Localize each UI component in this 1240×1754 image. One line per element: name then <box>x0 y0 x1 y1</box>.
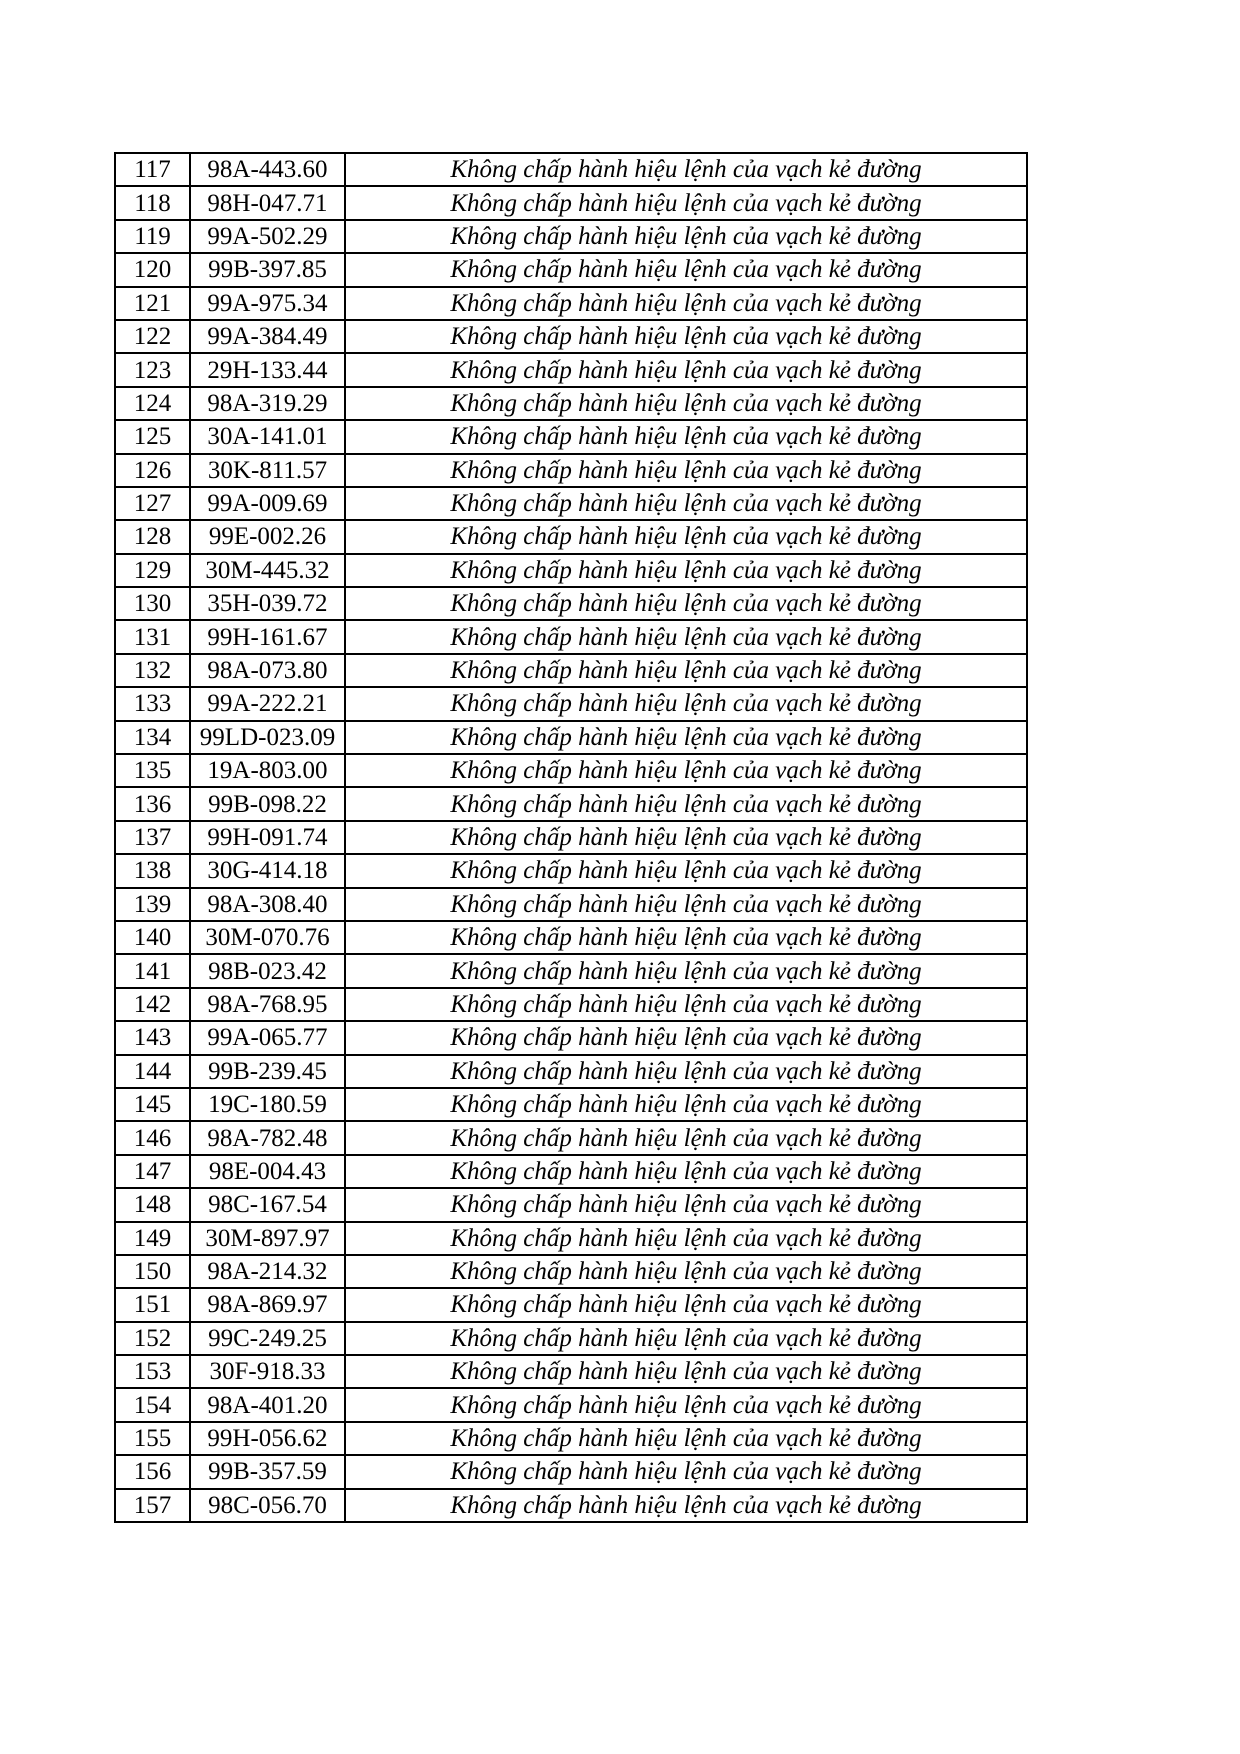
license-plate-cell: 98B-023.42 <box>190 954 345 987</box>
license-plate-cell: 98A-782.48 <box>190 1121 345 1154</box>
table-row <box>115 687 1027 720</box>
license-plate-cell: 98A-443.60 <box>190 153 345 186</box>
table-row <box>115 153 1027 186</box>
row-number-cell: 124 <box>115 387 190 420</box>
violations-table <box>114 152 1028 1523</box>
table-row <box>115 320 1027 353</box>
license-plate-cell: 99E-002.26 <box>190 520 345 553</box>
violation-cell: Không chấp hành hiệu lệnh của vạch kẻ đường <box>345 721 1027 754</box>
license-plate-cell: 30M-445.32 <box>190 554 345 587</box>
license-plate-cell: 99B-098.22 <box>190 787 345 820</box>
table-row <box>115 1455 1027 1488</box>
table-row <box>115 1355 1027 1388</box>
license-plate-cell: 98E-004.43 <box>190 1155 345 1188</box>
table-row <box>115 587 1027 620</box>
violation-cell: Không chấp hành hiệu lệnh của vạch kẻ đường <box>345 787 1027 820</box>
table-row <box>115 954 1027 987</box>
table-row <box>115 454 1027 487</box>
table-row <box>115 287 1027 320</box>
license-plate-cell: 19C-180.59 <box>190 1088 345 1121</box>
row-number-cell: 142 <box>115 988 190 1021</box>
row-number-cell: 130 <box>115 587 190 620</box>
row-number-cell: 122 <box>115 320 190 353</box>
table-row <box>115 754 1027 787</box>
table-row <box>115 1222 1027 1255</box>
violation-cell: Không chấp hành hiệu lệnh của vạch kẻ đường <box>345 554 1027 587</box>
row-number-cell: 133 <box>115 687 190 720</box>
violation-cell: Không chấp hành hiệu lệnh của vạch kẻ đường <box>345 888 1027 921</box>
violation-cell: Không chấp hành hiệu lệnh của vạch kẻ đường <box>345 186 1027 219</box>
violation-cell: Không chấp hành hiệu lệnh của vạch kẻ đường <box>345 520 1027 553</box>
table-row <box>115 1322 1027 1355</box>
violation-cell: Không chấp hành hiệu lệnh của vạch kẻ đường <box>345 1388 1027 1421</box>
violation-cell: Không chấp hành hiệu lệnh của vạch kẻ đường <box>345 654 1027 687</box>
license-plate-cell: 30F-918.33 <box>190 1355 345 1388</box>
license-plate-cell: 30M-897.97 <box>190 1222 345 1255</box>
row-number-cell: 143 <box>115 1021 190 1054</box>
violation-cell: Không chấp hành hiệu lệnh của vạch kẻ đường <box>345 1489 1027 1522</box>
license-plate-cell: 29H-133.44 <box>190 353 345 386</box>
violation-cell: Không chấp hành hiệu lệnh của vạch kẻ đường <box>345 320 1027 353</box>
row-number-cell: 126 <box>115 454 190 487</box>
table-row <box>115 1489 1027 1522</box>
row-number-cell: 120 <box>115 253 190 286</box>
row-number-cell: 147 <box>115 1155 190 1188</box>
violation-cell: Không chấp hành hiệu lệnh của vạch kẻ đường <box>345 587 1027 620</box>
table-row <box>115 1055 1027 1088</box>
license-plate-cell: 98C-056.70 <box>190 1489 345 1522</box>
license-plate-cell: 98H-047.71 <box>190 186 345 219</box>
violation-cell: Không chấp hành hiệu lệnh của vạch kẻ đường <box>345 1121 1027 1154</box>
license-plate-cell: 99H-056.62 <box>190 1422 345 1455</box>
violation-cell: Không chấp hành hiệu lệnh của vạch kẻ đường <box>345 988 1027 1021</box>
license-plate-cell: 99B-239.45 <box>190 1055 345 1088</box>
row-number-cell: 155 <box>115 1422 190 1455</box>
violation-cell: Không chấp hành hiệu lệnh của vạch kẻ đường <box>345 821 1027 854</box>
violation-cell: Không chấp hành hiệu lệnh của vạch kẻ đường <box>345 1222 1027 1255</box>
row-number-cell: 146 <box>115 1121 190 1154</box>
violation-cell: Không chấp hành hiệu lệnh của vạch kẻ đường <box>345 1055 1027 1088</box>
violation-cell: Không chấp hành hiệu lệnh của vạch kẻ đường <box>345 1455 1027 1488</box>
row-number-cell: 118 <box>115 186 190 219</box>
row-number-cell: 154 <box>115 1388 190 1421</box>
license-plate-cell: 99B-397.85 <box>190 253 345 286</box>
license-plate-cell: 98C-167.54 <box>190 1188 345 1221</box>
violation-cell: Không chấp hành hiệu lệnh của vạch kẻ đường <box>345 1288 1027 1321</box>
license-plate-cell: 99H-091.74 <box>190 821 345 854</box>
license-plate-cell: 98A-214.32 <box>190 1255 345 1288</box>
table-row <box>115 1288 1027 1321</box>
license-plate-cell: 99A-975.34 <box>190 287 345 320</box>
row-number-cell: 128 <box>115 520 190 553</box>
table-row <box>115 1388 1027 1421</box>
violation-cell: Không chấp hành hiệu lệnh của vạch kẻ đường <box>345 1322 1027 1355</box>
row-number-cell: 131 <box>115 620 190 653</box>
license-plate-cell: 98A-768.95 <box>190 988 345 1021</box>
table-row <box>115 654 1027 687</box>
table-row <box>115 721 1027 754</box>
row-number-cell: 156 <box>115 1455 190 1488</box>
license-plate-cell: 99A-065.77 <box>190 1021 345 1054</box>
license-plate-cell: 99H-161.67 <box>190 620 345 653</box>
row-number-cell: 125 <box>115 420 190 453</box>
license-plate-cell: 98A-401.20 <box>190 1388 345 1421</box>
license-plate-cell: 99A-222.21 <box>190 687 345 720</box>
row-number-cell: 148 <box>115 1188 190 1221</box>
violation-cell: Không chấp hành hiệu lệnh của vạch kẻ đường <box>345 287 1027 320</box>
license-plate-cell: 98A-319.29 <box>190 387 345 420</box>
violation-cell: Không chấp hành hiệu lệnh của vạch kẻ đường <box>345 454 1027 487</box>
table-row <box>115 420 1027 453</box>
row-number-cell: 152 <box>115 1322 190 1355</box>
violation-cell: Không chấp hành hiệu lệnh của vạch kẻ đường <box>345 687 1027 720</box>
violation-cell: Không chấp hành hiệu lệnh của vạch kẻ đường <box>345 353 1027 386</box>
table-row <box>115 253 1027 286</box>
row-number-cell: 151 <box>115 1288 190 1321</box>
row-number-cell: 145 <box>115 1088 190 1121</box>
license-plate-cell: 99B-357.59 <box>190 1455 345 1488</box>
violation-cell: Không chấp hành hiệu lệnh của vạch kẻ đường <box>345 1021 1027 1054</box>
table-row <box>115 1422 1027 1455</box>
license-plate-cell: 99A-384.49 <box>190 320 345 353</box>
row-number-cell: 132 <box>115 654 190 687</box>
violation-cell: Không chấp hành hiệu lệnh của vạch kẻ đường <box>345 1088 1027 1121</box>
table-row <box>115 186 1027 219</box>
row-number-cell: 140 <box>115 921 190 954</box>
table-row <box>115 520 1027 553</box>
row-number-cell: 150 <box>115 1255 190 1288</box>
row-number-cell: 144 <box>115 1055 190 1088</box>
violation-cell: Không chấp hành hiệu lệnh của vạch kẻ đường <box>345 854 1027 887</box>
table-row <box>115 387 1027 420</box>
row-number-cell: 138 <box>115 854 190 887</box>
table-row <box>115 1121 1027 1154</box>
violation-cell: Không chấp hành hiệu lệnh của vạch kẻ đường <box>345 1188 1027 1221</box>
license-plate-cell: 99A-502.29 <box>190 220 345 253</box>
violation-cell: Không chấp hành hiệu lệnh của vạch kẻ đường <box>345 921 1027 954</box>
license-plate-cell: 30A-141.01 <box>190 420 345 453</box>
table-row <box>115 1088 1027 1121</box>
license-plate-cell: 19A-803.00 <box>190 754 345 787</box>
license-plate-cell: 98A-073.80 <box>190 654 345 687</box>
violation-cell: Không chấp hành hiệu lệnh của vạch kẻ đường <box>345 487 1027 520</box>
violation-cell: Không chấp hành hiệu lệnh của vạch kẻ đường <box>345 420 1027 453</box>
row-number-cell: 153 <box>115 1355 190 1388</box>
table-row <box>115 220 1027 253</box>
table-row <box>115 988 1027 1021</box>
row-number-cell: 119 <box>115 220 190 253</box>
license-plate-cell: 30G-414.18 <box>190 854 345 887</box>
license-plate-cell: 99LD-023.09 <box>190 721 345 754</box>
row-number-cell: 149 <box>115 1222 190 1255</box>
row-number-cell: 117 <box>115 153 190 186</box>
license-plate-cell: 30M-070.76 <box>190 921 345 954</box>
license-plate-cell: 99C-249.25 <box>190 1322 345 1355</box>
violation-cell: Không chấp hành hiệu lệnh của vạch kẻ đường <box>345 954 1027 987</box>
violation-cell: Không chấp hành hiệu lệnh của vạch kẻ đường <box>345 153 1027 186</box>
table-row <box>115 1021 1027 1054</box>
license-plate-cell: 35H-039.72 <box>190 587 345 620</box>
violation-cell: Không chấp hành hiệu lệnh của vạch kẻ đường <box>345 1155 1027 1188</box>
row-number-cell: 134 <box>115 721 190 754</box>
table-row <box>115 921 1027 954</box>
row-number-cell: 129 <box>115 554 190 587</box>
row-number-cell: 136 <box>115 787 190 820</box>
violation-cell: Không chấp hành hiệu lệnh của vạch kẻ đường <box>345 253 1027 286</box>
license-plate-cell: 99A-009.69 <box>190 487 345 520</box>
table-row <box>115 353 1027 386</box>
table-row <box>115 487 1027 520</box>
table-row <box>115 1255 1027 1288</box>
table-row <box>115 554 1027 587</box>
violation-cell: Không chấp hành hiệu lệnh của vạch kẻ đường <box>345 620 1027 653</box>
violations-table-body <box>115 153 1027 1522</box>
row-number-cell: 121 <box>115 287 190 320</box>
violation-cell: Không chấp hành hiệu lệnh của vạch kẻ đường <box>345 1422 1027 1455</box>
license-plate-cell: 98A-308.40 <box>190 888 345 921</box>
violation-cell: Không chấp hành hiệu lệnh của vạch kẻ đường <box>345 754 1027 787</box>
license-plate-cell: 30K-811.57 <box>190 454 345 487</box>
row-number-cell: 141 <box>115 954 190 987</box>
violation-cell: Không chấp hành hiệu lệnh của vạch kẻ đường <box>345 387 1027 420</box>
row-number-cell: 123 <box>115 353 190 386</box>
violation-cell: Không chấp hành hiệu lệnh của vạch kẻ đường <box>345 1355 1027 1388</box>
row-number-cell: 157 <box>115 1489 190 1522</box>
row-number-cell: 135 <box>115 754 190 787</box>
row-number-cell: 139 <box>115 888 190 921</box>
table-row <box>115 787 1027 820</box>
table-row <box>115 888 1027 921</box>
violation-cell: Không chấp hành hiệu lệnh của vạch kẻ đường <box>345 220 1027 253</box>
table-row <box>115 854 1027 887</box>
row-number-cell: 137 <box>115 821 190 854</box>
table-row <box>115 1155 1027 1188</box>
row-number-cell: 127 <box>115 487 190 520</box>
table-row <box>115 1188 1027 1221</box>
violation-cell: Không chấp hành hiệu lệnh của vạch kẻ đường <box>345 1255 1027 1288</box>
table-row <box>115 821 1027 854</box>
license-plate-cell: 98A-869.97 <box>190 1288 345 1321</box>
table-row <box>115 620 1027 653</box>
